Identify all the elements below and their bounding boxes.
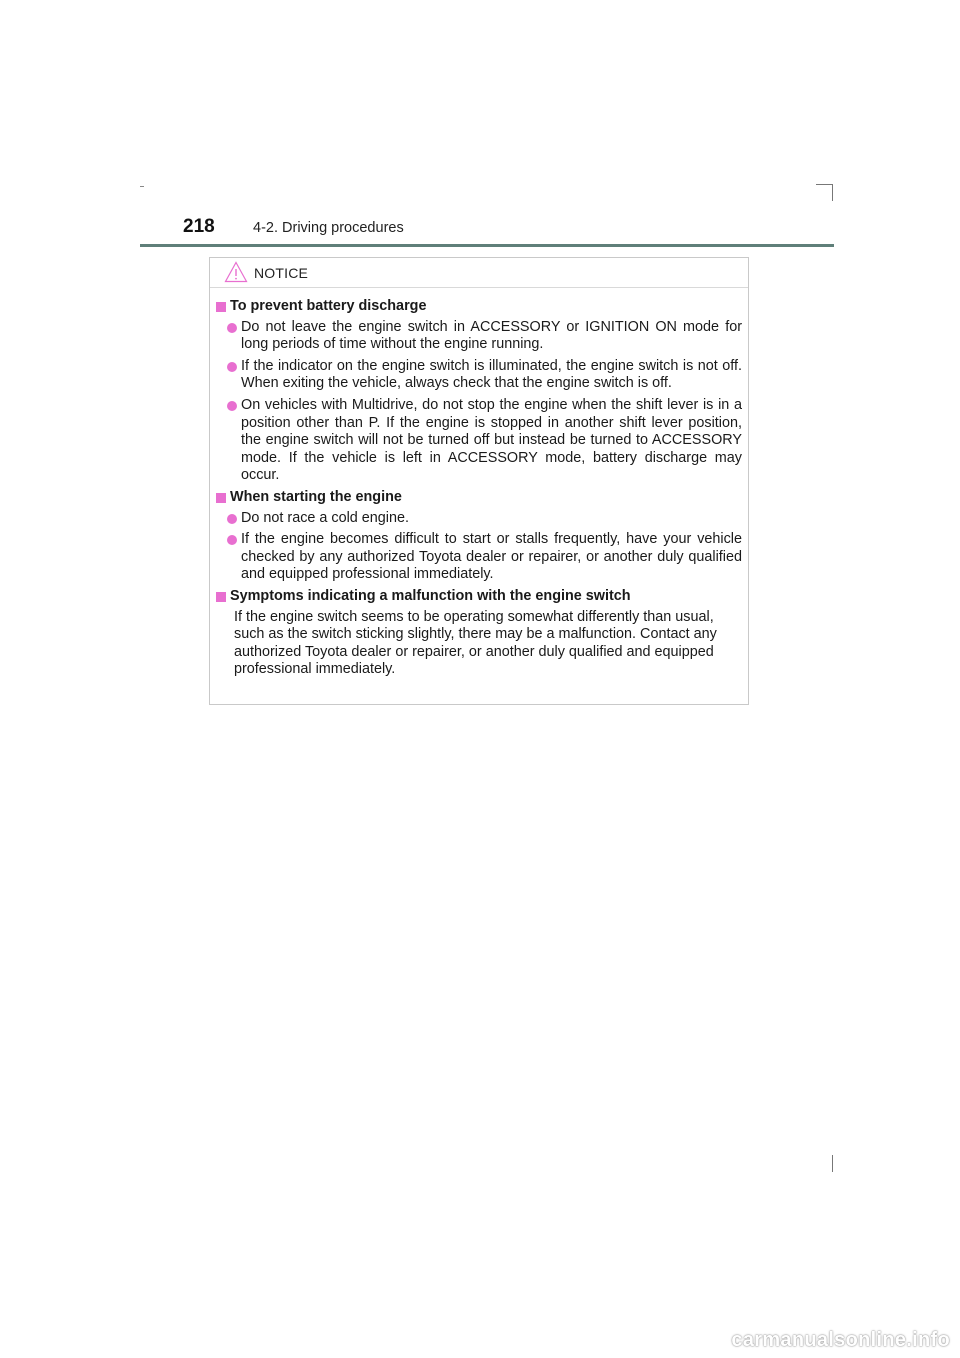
warning-triangle-icon bbox=[224, 261, 248, 283]
section-heading-text: When starting the engine bbox=[230, 488, 402, 505]
round-bullet-icon bbox=[227, 323, 237, 333]
section-heading-text: Symptoms indicating a malfunction with the engine switch bbox=[230, 587, 631, 604]
notice-box bbox=[209, 257, 749, 705]
crop-mark-top-right-vertical bbox=[832, 184, 833, 201]
list-item-text: Do not leave the engine switch in ACCESSORY or IGNITION ON mode for long periods of time without the engine running. bbox=[241, 318, 742, 353]
crop-mark-top-right-horizontal bbox=[816, 184, 833, 185]
section-paragraph: If the engine switch seems to be operating somewhat differently than usual, such as the switch sticking slightly, there may be a malfunction. Contact any authorized Toyota dealer or repairer, or another duly qualified and equipped professional immediately. bbox=[234, 608, 717, 678]
square-bullet-icon bbox=[216, 302, 226, 312]
round-bullet-icon bbox=[227, 401, 237, 411]
list-item bbox=[227, 531, 742, 584]
notice-label: NOTICE bbox=[254, 264, 309, 281]
section-heading bbox=[216, 588, 742, 606]
page-number: 218 bbox=[183, 216, 215, 237]
section-heading bbox=[216, 489, 742, 507]
list-item bbox=[227, 358, 742, 393]
square-bullet-icon bbox=[216, 493, 226, 503]
section-heading-text: To prevent battery discharge bbox=[230, 298, 427, 314]
crop-mark-bottom-right bbox=[832, 1155, 833, 1172]
header-rule bbox=[140, 244, 834, 247]
round-bullet-icon bbox=[227, 362, 237, 372]
round-bullet-icon bbox=[227, 535, 237, 545]
list-item-text: If the engine becomes difficult to start or stalls frequently, have your vehicle checked by any authorized Toyota dealer or repairer, or another duly qualified and equipped professional immediately. bbox=[241, 531, 742, 583]
notice-body bbox=[210, 288, 748, 679]
notice-header bbox=[210, 258, 748, 288]
page-header bbox=[183, 216, 404, 242]
list-item bbox=[227, 319, 742, 354]
list-item-text: If the indicator on the engine switch is illuminated, the engine switch is not off. When exiting the vehicle, always check that the engine switch is off. bbox=[241, 357, 742, 392]
square-bullet-icon bbox=[216, 592, 226, 602]
section-title: 4-2. Driving procedures bbox=[253, 220, 404, 236]
list-item bbox=[227, 397, 742, 485]
section-heading bbox=[216, 298, 742, 316]
list-item bbox=[227, 510, 742, 528]
round-bullet-icon bbox=[227, 514, 237, 524]
crop-mark-top-left bbox=[140, 186, 144, 187]
list-item-text: Do not race a cold engine. bbox=[241, 509, 410, 526]
list-item-text: On vehicles with Multidrive, do not stop the engine when the shift lever is in a position other than P. If the engine is stopped in another shift lever position, the engine switch will not be turned off but instead be turned to ACCESSORY mode. If the vehicle is left in ACCESSORY mode, battery discharge may occur. bbox=[241, 396, 742, 484]
watermark: carmanualsonline.info bbox=[731, 1329, 950, 1351]
